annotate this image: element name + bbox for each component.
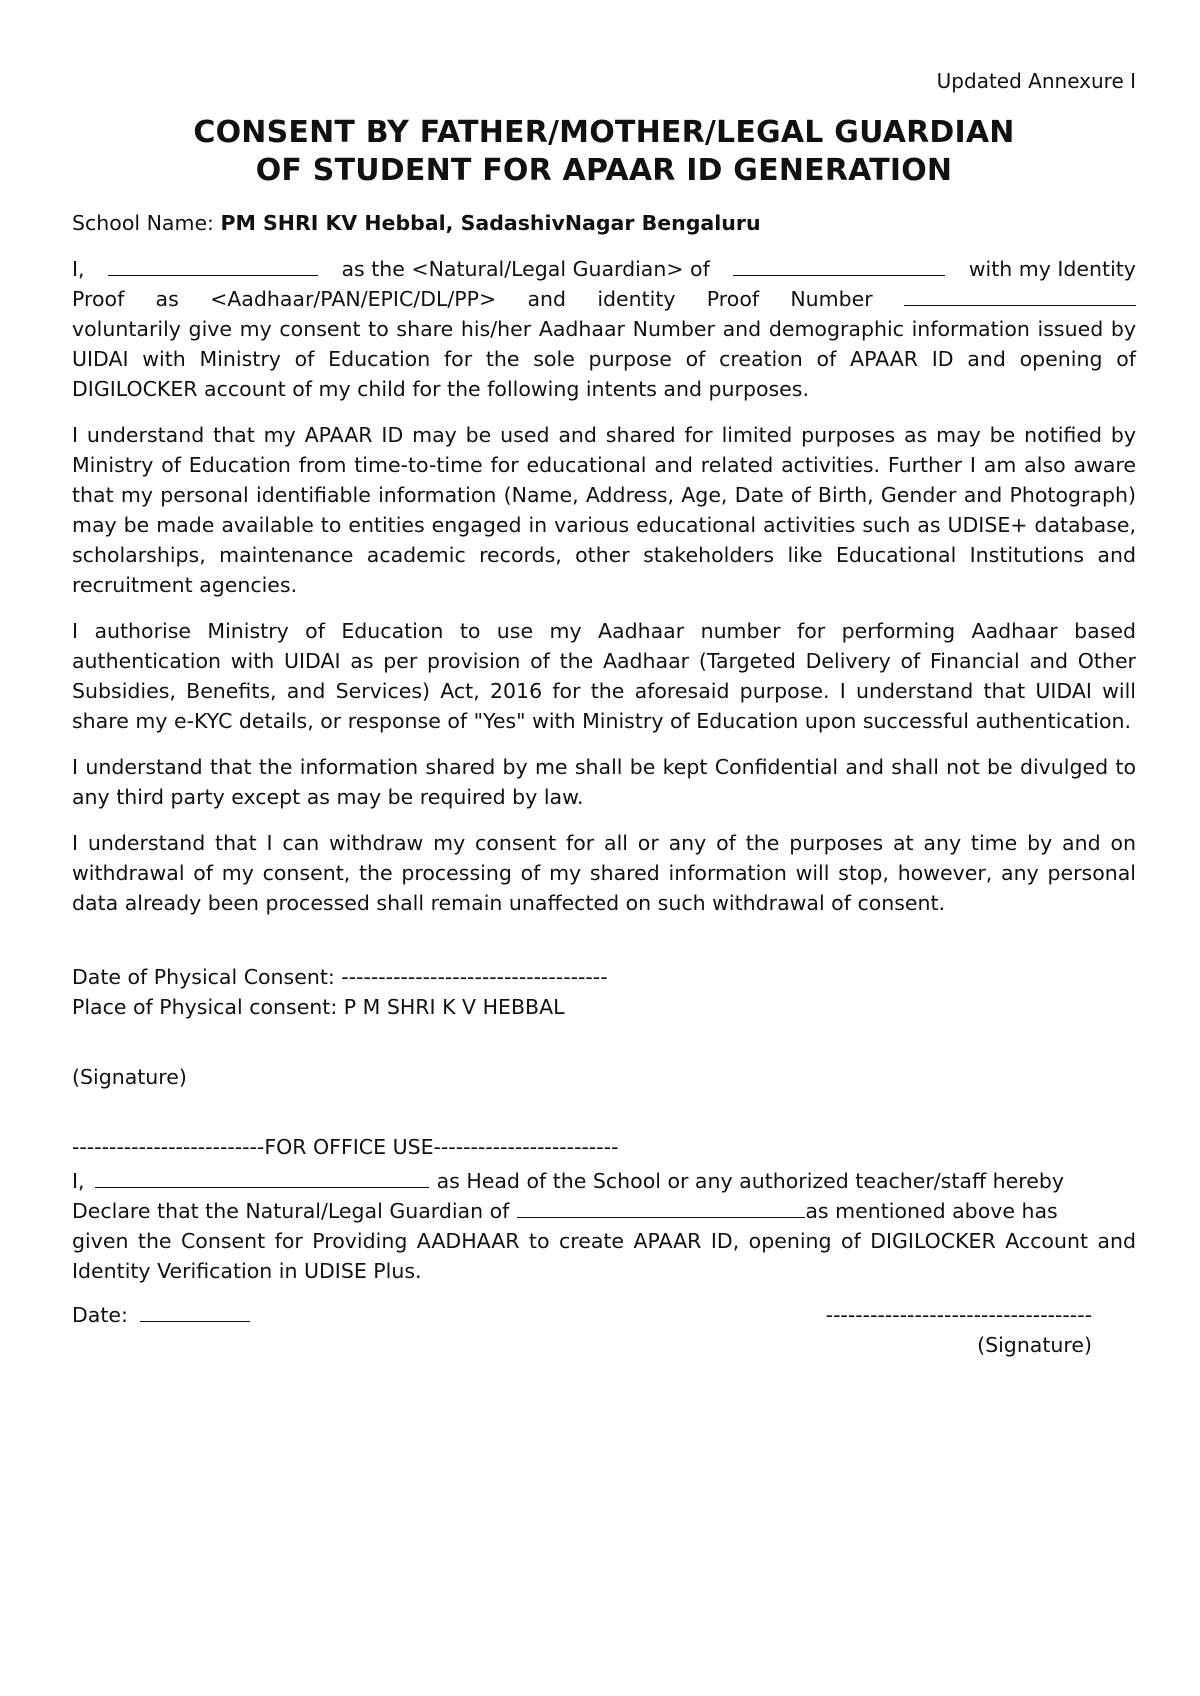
consent-paragraph bbox=[72, 254, 1136, 404]
date-of-consent-line: Date of Physical Consent: ------------------------------------ bbox=[72, 965, 608, 989]
school-name-value: PM SHRI KV Hebbal, SadashivNagar Bengaluru bbox=[220, 211, 761, 235]
office-date-label: Date: bbox=[72, 1303, 128, 1327]
withdrawal-paragraph: I understand that I can withdraw my consent for all or any of the purposes at any time by and on withdrawal of my consent, the processing of my shared information will stop, however, any personal data already been processed shall remain unaffected on such withdrawal of consent. bbox=[72, 831, 1136, 915]
office-signature-line: ------------------------------------ bbox=[825, 1303, 1092, 1327]
aadhaar-authentication-paragraph: I authorise Ministry of Education to use my Aadhaar number for performing Aadhaar based authentication with UIDAI as per provision of the Aadhaar (Targeted Delivery of Financial and Other Subsidies, Benefits, and Services) Act, 2016 for the aforesaid purpose. I understand that UIDAI will share my e-KYC details, or response of "Yes" with Ministry of Education upon successful authentication. bbox=[72, 619, 1136, 733]
consent-form-page bbox=[72, 66, 1136, 1370]
guardian-signature-label: (Signature) bbox=[72, 1065, 187, 1089]
place-of-consent-line: Place of Physical consent: P M SHRI K V HEBBAL bbox=[72, 995, 565, 1019]
office-declaration-rest: given the Consent for Providing AADHAAR to create APAAR ID, opening of DIGILOCKER Account and Identity Verification in UDISE Plus. bbox=[72, 1229, 1136, 1283]
office-date-blank[interactable] bbox=[140, 1301, 250, 1322]
office-signature-block bbox=[826, 1300, 1092, 1360]
apaar-usage-paragraph: I understand that my APAAR ID may be used and shared for limited purposes as may be notified by Ministry of Education from time-to-time for educational and related activities. Further I am also aware that my personal identifiable information (Name, Address, Age, Date of Birth, Gender and Photograph) may be made available to entities engaged in various educational activities such as UDISE+ database, scholarships, maintenance academic records, other stakeholders like Educational Institutions and recruitment agencies. bbox=[72, 423, 1136, 597]
office-line-1 bbox=[72, 1166, 1136, 1196]
as-word: as bbox=[155, 287, 179, 311]
proof-number-blank[interactable] bbox=[904, 285, 1136, 306]
office-guardian-blank[interactable] bbox=[517, 1197, 805, 1218]
head-name-blank[interactable] bbox=[95, 1167, 429, 1188]
consent-line-2 bbox=[72, 284, 1136, 314]
form-title bbox=[72, 114, 1136, 190]
office-mentioned-text: as mentioned above has bbox=[805, 1199, 1058, 1223]
consent-paragraph-rest: voluntarily give my consent to share his/her Aadhaar Number and demographic information issued by UIDAI with Ministry of Education for the sole purpose of creation of APAAR ID and opening of DIGILOCKER account of my child for the following intents and purposes. bbox=[72, 317, 1136, 401]
office-i-label: I, bbox=[72, 1169, 85, 1193]
identity-text: with my Identity bbox=[968, 257, 1136, 281]
proof-word: Proof bbox=[72, 287, 125, 311]
office-date bbox=[72, 1300, 250, 1330]
office-date-signature-row bbox=[72, 1300, 1136, 1370]
school-name-label: School Name: bbox=[72, 211, 221, 235]
form-title-line-2: OF STUDENT FOR APAAR ID GENERATION bbox=[255, 153, 953, 188]
office-signature-label: (Signature) bbox=[977, 1333, 1092, 1357]
child-name-blank[interactable] bbox=[733, 255, 945, 276]
and-word: and bbox=[527, 287, 567, 311]
proof-word-2: Proof bbox=[706, 287, 760, 311]
consent-i-label: I, bbox=[72, 257, 85, 281]
guardian-name-blank[interactable] bbox=[108, 255, 318, 276]
proof-types-word: <Aadhaar/PAN/EPIC/DL/PP> bbox=[210, 287, 497, 311]
confidentiality-paragraph: I understand that the information shared by me shall be kept Confidential and shall not be divulged to any third party except as may be required by law. bbox=[72, 755, 1136, 809]
number-word: Number bbox=[790, 287, 873, 311]
office-use-heading: --------------------------FOR OFFICE USE------------------------- bbox=[72, 1135, 619, 1159]
form-title-line-1: CONSENT BY FATHER/MOTHER/LEGAL GUARDIAN bbox=[193, 115, 1015, 150]
consent-line-1 bbox=[72, 254, 1136, 284]
office-head-text: as Head of the School or any authorized teacher/staff hereby bbox=[436, 1169, 1064, 1193]
school-name-line bbox=[72, 208, 1136, 238]
office-line-2 bbox=[72, 1196, 1136, 1226]
identity-word: identity bbox=[597, 287, 676, 311]
annexure-label: Updated Annexure I bbox=[936, 69, 1136, 93]
guardian-relation-text: as the <Natural/Legal Guardian> of bbox=[341, 257, 710, 281]
office-declare-text: Declare that the Natural/Legal Guardian of bbox=[72, 1199, 510, 1223]
